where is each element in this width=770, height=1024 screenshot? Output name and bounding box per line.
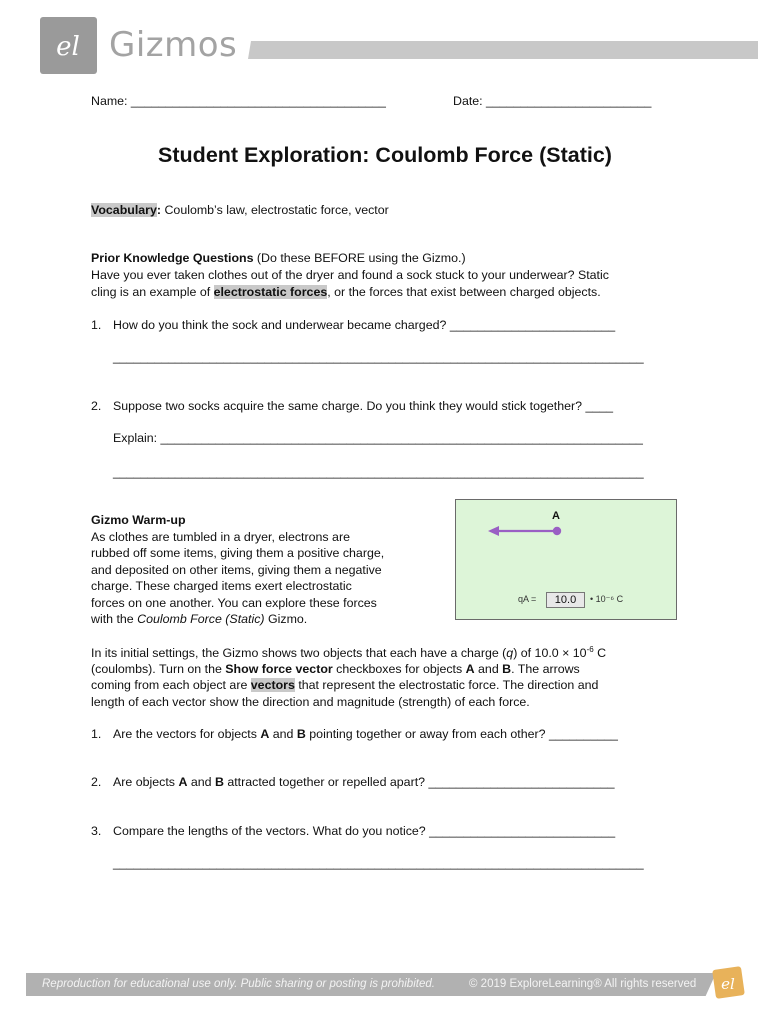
explorelearning-logo xyxy=(40,17,97,74)
warmup-line-5: forces on one another. You can explore these forces xyxy=(91,596,377,610)
prior-knowledge-heading-line xyxy=(91,251,466,265)
object-b-term: B xyxy=(214,775,224,789)
vectors-term: vectors xyxy=(250,678,295,692)
paragraph-part: checkboxes for objects xyxy=(332,662,466,676)
warmup-heading: Gizmo Warm-up xyxy=(91,513,186,527)
paragraph-part: ) of 10.0 × 10 xyxy=(513,646,587,661)
date-field: Date: ________________________ xyxy=(453,94,652,108)
warmup-q1-number: 1. xyxy=(91,727,102,741)
warmup-q3-answer-line: _____________________________________________________________________________ xyxy=(113,856,644,870)
warmup-q3-number: 3. xyxy=(91,824,102,838)
electrostatic-forces-term: electrostatic forces xyxy=(213,285,328,299)
vocabulary-terms: Coulomb’s law, electrostatic force, vector xyxy=(161,203,389,217)
show-force-vector-term: Show force vector xyxy=(225,662,333,676)
prior-text-part: , or the forces that exist between charged objects. xyxy=(327,285,601,299)
prior-q2-answer-line: _____________________________________________________________________________ xyxy=(113,465,644,479)
warmup-paragraph-line-2 xyxy=(91,662,580,676)
footer-notice: Reproduction for educational use only. Public sharing or posting is prohibited. xyxy=(42,978,435,990)
svg-text:el: el xyxy=(56,32,80,62)
warmup-paragraph-line-1 xyxy=(91,645,606,660)
prior-knowledge-note: (Do these BEFORE using the Gizmo.) xyxy=(253,251,466,265)
question-part: Are objects xyxy=(113,775,179,789)
gizmo-screenshot xyxy=(455,499,677,620)
warmup-paragraph-line-4: length of each vector show the direction and magnitude (strength) of each force. xyxy=(91,695,530,709)
charge-symbol: q xyxy=(506,646,514,661)
warmup-text-part: with the xyxy=(91,612,138,626)
header-bar xyxy=(248,41,758,59)
question-part: and xyxy=(269,727,297,741)
exponent: -6 xyxy=(586,645,594,654)
object-a-term: A xyxy=(465,662,475,676)
paragraph-part: coming from each object are xyxy=(91,678,251,692)
el-logo-icon xyxy=(40,17,97,74)
warmup-q2-number: 2. xyxy=(91,775,102,789)
object-a-label: A xyxy=(552,510,560,522)
prior-q2-number: 2. xyxy=(91,399,102,413)
vocabulary-line xyxy=(91,203,389,217)
warmup-line-3: and deposited on other items, giving them a negative xyxy=(91,563,382,577)
charge-unit: • 10⁻⁶ C xyxy=(590,594,624,604)
footer-copyright: © 2019 ExploreLearning® All rights reserved xyxy=(469,978,697,990)
paragraph-part: In its initial settings, the Gizmo shows two objects that each have a charge ( xyxy=(91,646,507,661)
paragraph-part: C xyxy=(593,646,607,661)
warmup-line-6 xyxy=(91,612,307,626)
charge-label: qA = xyxy=(518,594,537,604)
page-title: Student Exploration: Coulomb Force (Static) xyxy=(158,143,612,167)
prior-text-part: cling is an example of xyxy=(91,285,214,299)
object-b-term: B xyxy=(296,727,306,741)
gizmos-brand: Gizmos xyxy=(109,25,238,65)
vocabulary-label: Vocabulary xyxy=(91,203,157,217)
warmup-q2-question xyxy=(113,775,615,789)
warmup-q1-question xyxy=(113,727,618,741)
question-part: pointing together or away from each other? __________ xyxy=(305,727,618,741)
svg-text:el: el xyxy=(721,975,735,993)
prior-q2-explain: Explain: ______________________________________________________________________ xyxy=(113,431,643,445)
footer-el-logo xyxy=(712,966,745,999)
paragraph-part: that represent the electrostatic force. The direction and xyxy=(294,678,599,692)
vocabulary-colon: : xyxy=(156,203,162,217)
paragraph-part: and xyxy=(474,662,503,676)
question-part: attracted together or repelled apart? ___________________________ xyxy=(223,775,615,789)
prior-q1-answer-line: _____________________________________________________________________________ xyxy=(113,350,644,364)
warmup-paragraph-line-3 xyxy=(91,678,598,692)
paragraph-part: (coulombs). Turn on the xyxy=(91,662,226,676)
object-a-term: A xyxy=(178,775,188,789)
name-field: Name: _____________________________________ xyxy=(91,94,386,108)
warmup-line-1: As clothes are tumbled in a dryer, electrons are xyxy=(91,530,350,544)
paragraph-part: . The arrows xyxy=(511,662,580,676)
object-b-term: B xyxy=(502,662,512,676)
object-a-term: A xyxy=(260,727,270,741)
gizmo-name: Coulomb Force (Static) xyxy=(137,612,265,626)
prior-q1-number: 1. xyxy=(91,318,102,332)
warmup-line-2: rubbed off some items, giving them a positive charge, xyxy=(91,546,385,560)
prior-text-line-1: Have you ever taken clothes out of the dryer and found a sock stuck to your underwear? Static xyxy=(91,268,609,282)
charge-input[interactable]: 10.0 xyxy=(546,592,585,608)
question-part: Are the vectors for objects xyxy=(113,727,261,741)
warmup-q3-question: Compare the lengths of the vectors. What do you notice? ___________________________ xyxy=(113,824,616,838)
warmup-line-4: charge. These charged items exert electrostatic xyxy=(91,579,352,593)
question-part: and xyxy=(187,775,215,789)
prior-text-line-2 xyxy=(91,285,601,299)
prior-knowledge-heading: Prior Knowledge Questions xyxy=(91,251,254,265)
el-logo-icon xyxy=(712,966,745,999)
warmup-text-part: Gizmo. xyxy=(264,612,308,626)
prior-q2-question: Suppose two socks acquire the same charge. Do you think they would stick together? ____ xyxy=(113,399,614,413)
prior-q1-question: How do you think the sock and underwear became charged? ________________________ xyxy=(113,318,616,332)
